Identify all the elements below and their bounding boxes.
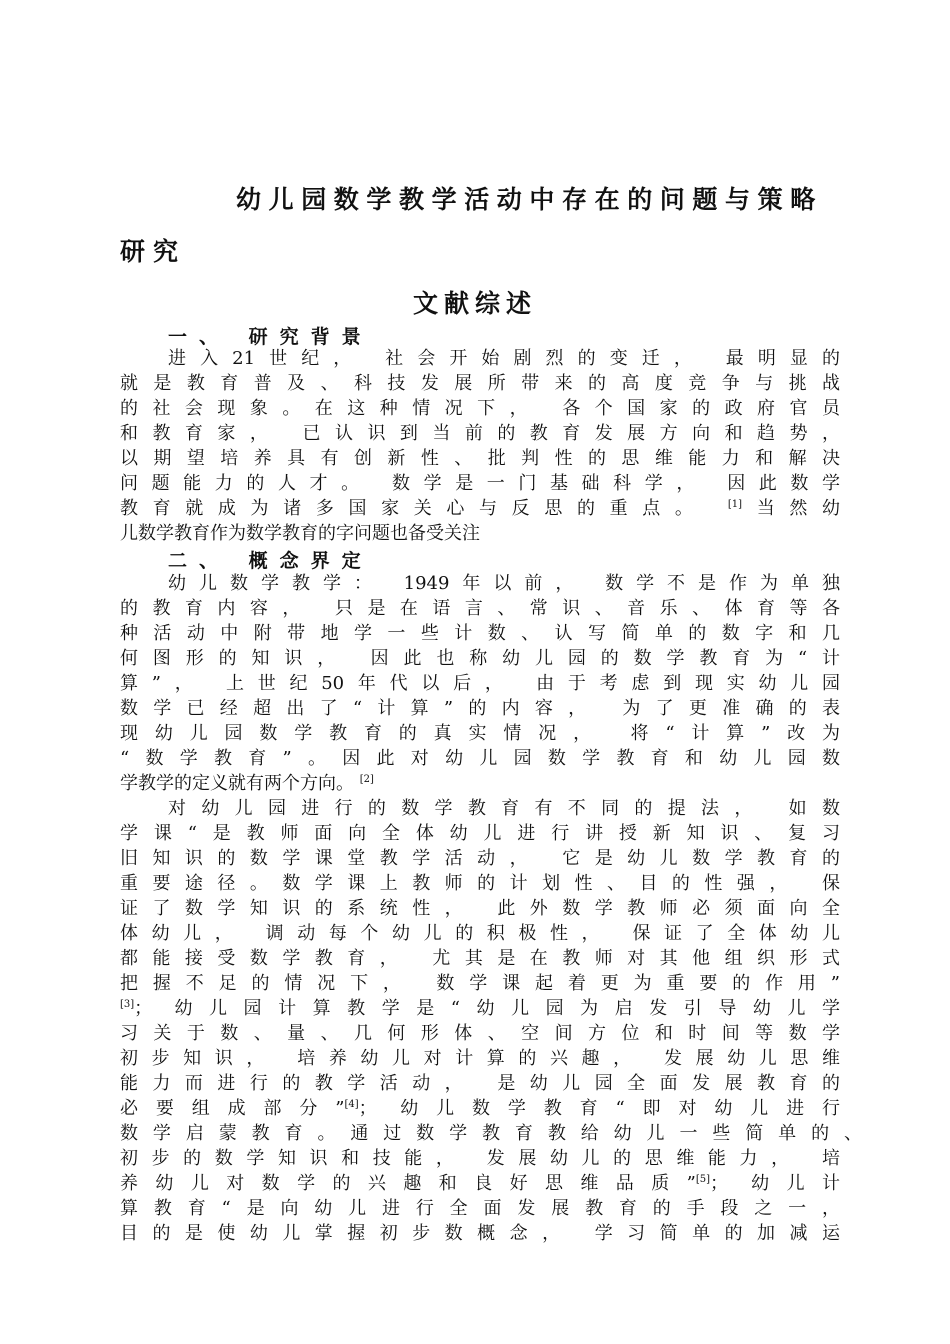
document-subtitle: 文献综述 (412, 289, 537, 318)
paragraph-line: 算”， 上世纪50年代以后， 由于考虑到现实幼儿园 (120, 673, 840, 694)
paragraph-line: 都能接受数学教育， 尤其是在教师对其他组织形式 (120, 948, 840, 969)
paragraph-line: [3]； 幼儿园计算教学是“幼儿园为启发引导幼儿学 (120, 998, 840, 1019)
paragraph-line: 数学启蒙教育。通过数学教育教给幼儿一些简单的、 (120, 1123, 862, 1144)
document-title-line-2: 研究 (120, 237, 187, 266)
paragraph-line: 和教育家， 已认识到当前的教育发展方向和趋势， (120, 423, 840, 444)
paragraph-line: 旧知识的数学课堂教学活动， 它是幼儿数学教育的 (120, 848, 840, 869)
paragraph-line: 学教学的定义就有两个方向。 [2] (120, 773, 374, 794)
paragraph-line: 儿数学教育作为数学教育的字问题也备受关注 (120, 523, 480, 544)
paragraph-line: 证了数学知识的系统性， 此外数学教师必须面向全 (120, 898, 840, 919)
paragraph-line: 现幼儿园数学教育的真实情况， 将“计算”改为 (120, 723, 840, 744)
paragraph-line: 问题能力的人才。 数学是一门基础科学， 因此数学 (120, 473, 840, 494)
paragraph-line: “数学教育”。因此对幼儿园数学教育和幼儿园数 (120, 748, 840, 769)
paragraph-line: 重要途径。数学课上教师的计划性、目的性强， 保 (120, 873, 840, 894)
paragraph-line: 能力而进行的教学活动， 是幼儿园全面发展教育的 (120, 1073, 840, 1094)
paragraph-line: 幼儿数学教学： 1949年以前， 数学不是作为单独 (168, 573, 840, 594)
paragraph-line: 体幼儿， 调动每个幼儿的积极性， 保证了全体幼儿 (120, 923, 840, 944)
paragraph-line: 进入21世纪， 社会开始剧烈的变迁， 最明显的 (168, 348, 840, 369)
paragraph-line: 初步知识， 培养幼儿对计算的兴趣， 发展幼儿思维 (120, 1048, 840, 1069)
paragraph-line: 以期望培养具有创新性、批判性的思维能力和解决 (120, 448, 840, 469)
paragraph-line: 对幼儿园进行的数学教育有不同的提法， 如数 (168, 798, 840, 819)
section-heading-background: 一、 研究背景 (168, 326, 373, 348)
paragraph-line: 的社会现象。在这种情况下， 各个国家的政府官员 (120, 398, 840, 419)
paragraph-line: 养幼儿对数学的兴趣和良好思维品质”[5]； 幼儿计 (120, 1173, 840, 1194)
paragraph-line: 习关于数、量、几何形体、空间方位和时间等数学 (120, 1023, 840, 1044)
paragraph-line: 的教育内容， 只是在语言、常识、音乐、体育等各 (120, 598, 840, 619)
paragraph-line: 目的是使幼儿掌握初步数概念， 学习简单的加减运 (120, 1223, 840, 1244)
paragraph-line: 数学已经超出了“计算”的内容， 为了更准确的表 (120, 698, 840, 719)
paragraph-line: 算教育“是向幼儿进行全面发展教育的手段之一， (120, 1198, 840, 1219)
paragraph-line: 种活动中附带地学一些计数、认写简单的数字和几 (120, 623, 840, 644)
document-title-line-1: 幼儿园数学教学活动中存在的问题与策略 (236, 185, 823, 214)
paragraph-line: 教育就成为诸多国家关心与反思的重点。 [1]当然幼 (120, 498, 840, 519)
paragraph-line: 必要组成部分”[4]； 幼儿数学教育“即对幼儿进行 (120, 1098, 840, 1119)
paragraph-line: 把握不足的情况下， 数学课起着更为重要的作用” (120, 973, 840, 994)
section-heading-definitions: 二、 概念界定 (168, 550, 373, 572)
paragraph-line: 何图形的知识， 因此也称幼儿园的数学教育为“计 (120, 648, 840, 669)
paragraph-line: 就是教育普及、科技发展所带来的高度竞争与挑战 (120, 373, 840, 394)
paragraph-line: 初步的数学知识和技能， 发展幼儿的思维能力， 培 (120, 1148, 840, 1169)
paragraph-line: 学课“是教师面向全体幼儿进行讲授新知识、复习 (120, 823, 840, 844)
